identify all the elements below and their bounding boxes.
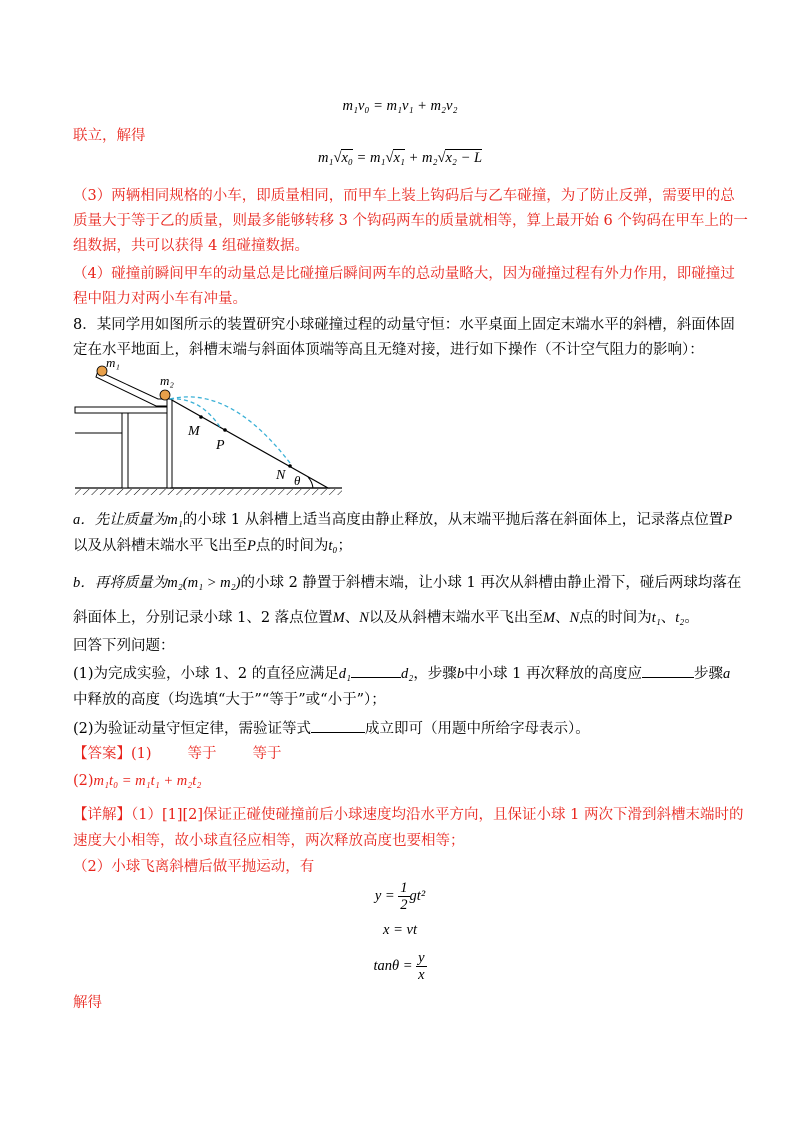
step-a-line2-end: ； — [337, 538, 352, 554]
combine-solve-text: 联立，解得 — [73, 128, 146, 144]
step-b-line-1 — [73, 573, 741, 593]
answer-v2: 等于 — [252, 746, 282, 762]
label-theta: θ — [294, 473, 301, 488]
step-b-sep3: 、 — [660, 610, 676, 626]
step-a-pre: a．先让质量为 — [73, 512, 168, 528]
answer-tag: 【答案】 — [73, 746, 131, 762]
step-a-P2: P — [247, 538, 256, 554]
q8-line-1: 8．某同学用如图所示的装置研究小球碰撞过程的动量守恒：水平桌面上固定末端水平的斜槽，斜面体固 — [73, 317, 735, 333]
step-b-line2-end: 。 — [684, 610, 699, 626]
step-b-t1: t₁ — [651, 610, 661, 626]
sqrt-equation — [0, 150, 800, 167]
eq-lhs-mass: m₁ — [317, 150, 334, 166]
table-top — [75, 407, 167, 413]
step-b-M2: M — [542, 610, 556, 626]
solve-final: 解得 — [73, 995, 102, 1011]
step-b-N: N — [359, 610, 369, 626]
step-a-line2-pre: 以及从斜槽末端水平飞出至 — [73, 538, 247, 554]
para3-line-3: 组数据，共可以获得 4 组碰撞数据。 — [73, 238, 309, 254]
ball-2 — [160, 390, 170, 400]
sub1-pre: (1)为完成实验，小球 1、2 的直径应满足 — [73, 666, 339, 682]
step-b-M: M — [332, 610, 345, 626]
eq-y-num: 1 — [400, 880, 408, 896]
table-leg — [122, 413, 128, 488]
sub1-mid2: 中小球 1 再次释放的高度应 — [464, 666, 643, 682]
answer-part2: (2) — [73, 773, 94, 789]
step-b-line2-pre: 斜面体上，分别记录小球 1、2 落点位置 — [73, 610, 333, 626]
label-N: N — [276, 468, 286, 483]
step-b-N2: N — [569, 610, 580, 626]
eq-tan — [0, 950, 800, 983]
step-a-line-2 — [73, 536, 352, 556]
answer-v1: 等于 — [187, 746, 217, 762]
eq-y — [0, 880, 800, 913]
blank-2[interactable] — [642, 663, 694, 678]
sqrt-symbol-2: √ — [385, 150, 394, 166]
label-P: P — [216, 438, 225, 453]
answer-equation: m₁t₀ = m₁t₁ + m₂t₂ — [93, 773, 202, 789]
point-M — [199, 415, 203, 419]
step-b-line2-mid: 以及从斜槽末端水平飞出至 — [368, 610, 543, 626]
sub1-line-1 — [73, 663, 730, 684]
sqrt-arg-0: x₀ — [341, 150, 353, 166]
eq-mid-2: + m₂ — [404, 150, 438, 166]
para4-line-1: （4）碰撞前瞬间甲车的动量总是比碰撞后瞬间两车的总动量略大，因为碰撞过程有外力作用，即碰撞过 — [73, 266, 735, 282]
step-a-m1: m₁ — [167, 512, 183, 528]
blank-3[interactable] — [311, 718, 365, 733]
point-P — [223, 428, 227, 432]
step-b-t2: t₂ — [675, 610, 685, 626]
eq-tan-num: y — [418, 950, 425, 966]
eq-tan-frac — [416, 950, 426, 983]
sqrt-symbol-3: √ — [437, 150, 446, 166]
chute — [96, 371, 168, 406]
para3-line-1: （3）两辆相同规格的小车，即质量相同，而甲车上装上钩码后与乙车碰撞，为了防止反弹，需要甲的总 — [73, 188, 735, 204]
experiment-figure — [70, 355, 350, 500]
step-a-post: 的小球 1 从斜槽上适当高度由静止释放，从末端平抛后落在斜面体上，记录落点位置 — [182, 512, 724, 528]
step-a-line-1 — [73, 510, 732, 530]
sub1-mid: ，步骤 — [413, 666, 457, 682]
step-a-t0: t₀ — [328, 538, 338, 554]
step-b-line-2 — [73, 608, 699, 628]
sqrt-symbol-1: √ — [333, 150, 342, 166]
label-m1: m₁ — [106, 355, 120, 370]
answer-part1: (1) — [131, 746, 152, 762]
sub1-post: 步骤 — [694, 666, 724, 682]
step-b-line2-mid2: 点的时间为 — [579, 610, 652, 626]
sqrt-arg-2: x₂ − L — [445, 150, 483, 166]
eq-tan-lhs: tanθ = — [373, 957, 417, 974]
step-b-post: 的小球 2 静置于斜槽末端，让小球 1 再次从斜槽由静止滑下，碰后两球均落在 — [240, 575, 742, 591]
eq-y-frac — [398, 880, 409, 913]
eq-mid-1: = m₁ — [352, 150, 386, 166]
incline — [170, 399, 328, 488]
eq-y-rhs: gt² — [409, 887, 426, 904]
eq-tan-den: x — [418, 967, 425, 983]
sqrt-arg-1: x₁ — [393, 150, 405, 166]
sub2-line — [73, 718, 590, 739]
q8-line-2: 定在水平地面上，斜槽末端与斜面体顶端等高且无缝对接，进行如下操作（不计空气阻力的影响）： — [73, 342, 704, 358]
label-M: M — [188, 424, 200, 439]
step-a-line2-mid: 点的时间为 — [255, 538, 329, 554]
step-b-m2cond: m₂(m₁ > m₂) — [167, 575, 241, 591]
label-m2: m₂ — [160, 373, 174, 388]
sub1-d1: d₁ — [338, 666, 352, 682]
para4-line-2: 程中阻力对两小车有冲量。 — [73, 291, 247, 307]
chute-support — [167, 399, 172, 488]
detail-line-1: 【详解】（1）[1][2]保证正碰使碰撞前后小球速度均沿水平方向，且保证小球 1 两次下滑到斜槽末端时的 — [73, 807, 744, 823]
step-b-sep2: 、 — [555, 610, 570, 626]
sub1-a: a — [723, 666, 731, 682]
sub1-line-2: 中释放的高度（均选填“大于”“等于”或“小于”）； — [73, 692, 386, 708]
point-N — [288, 464, 292, 468]
detail-line-2: 速度大小相等，故小球直径应相等，两次释放高度也要相等； — [73, 833, 465, 849]
step-b-sep1: 、 — [344, 610, 360, 626]
detail-line-3: （2）小球飞离斜槽后做平抛运动，有 — [73, 859, 315, 875]
sub1-d2: d₂ — [401, 666, 414, 682]
step-a-P: P — [723, 512, 733, 528]
para3-line-2: 质量大于等于乙的质量，则最多能够转移 3 个钩码两车的质量就相等，算上最开始 6 个钩码在甲车上的一 — [73, 213, 748, 229]
sub2-pre: (2)为验证动量守恒定律，需验证等式 — [73, 721, 312, 737]
ground-hatch — [75, 489, 342, 495]
blank-1[interactable] — [351, 663, 401, 678]
answer-line-2 — [73, 771, 201, 791]
eq-x: x = vt — [383, 922, 417, 938]
answer-prompt: 回答下列问题： — [73, 638, 175, 654]
sub2-post: 成立即可（用题中所给字母表示）。 — [365, 721, 590, 737]
eq-y-den: 2 — [400, 897, 408, 913]
step-b-pre: b．再将质量为 — [73, 575, 168, 591]
momentum-equation: m₁v₀ = m₁v₁ + m₂v₂ — [342, 98, 458, 114]
eq-y-lhs: y = — [374, 887, 399, 904]
sub1-b: b — [456, 666, 465, 682]
answer-line-1 — [73, 744, 282, 764]
